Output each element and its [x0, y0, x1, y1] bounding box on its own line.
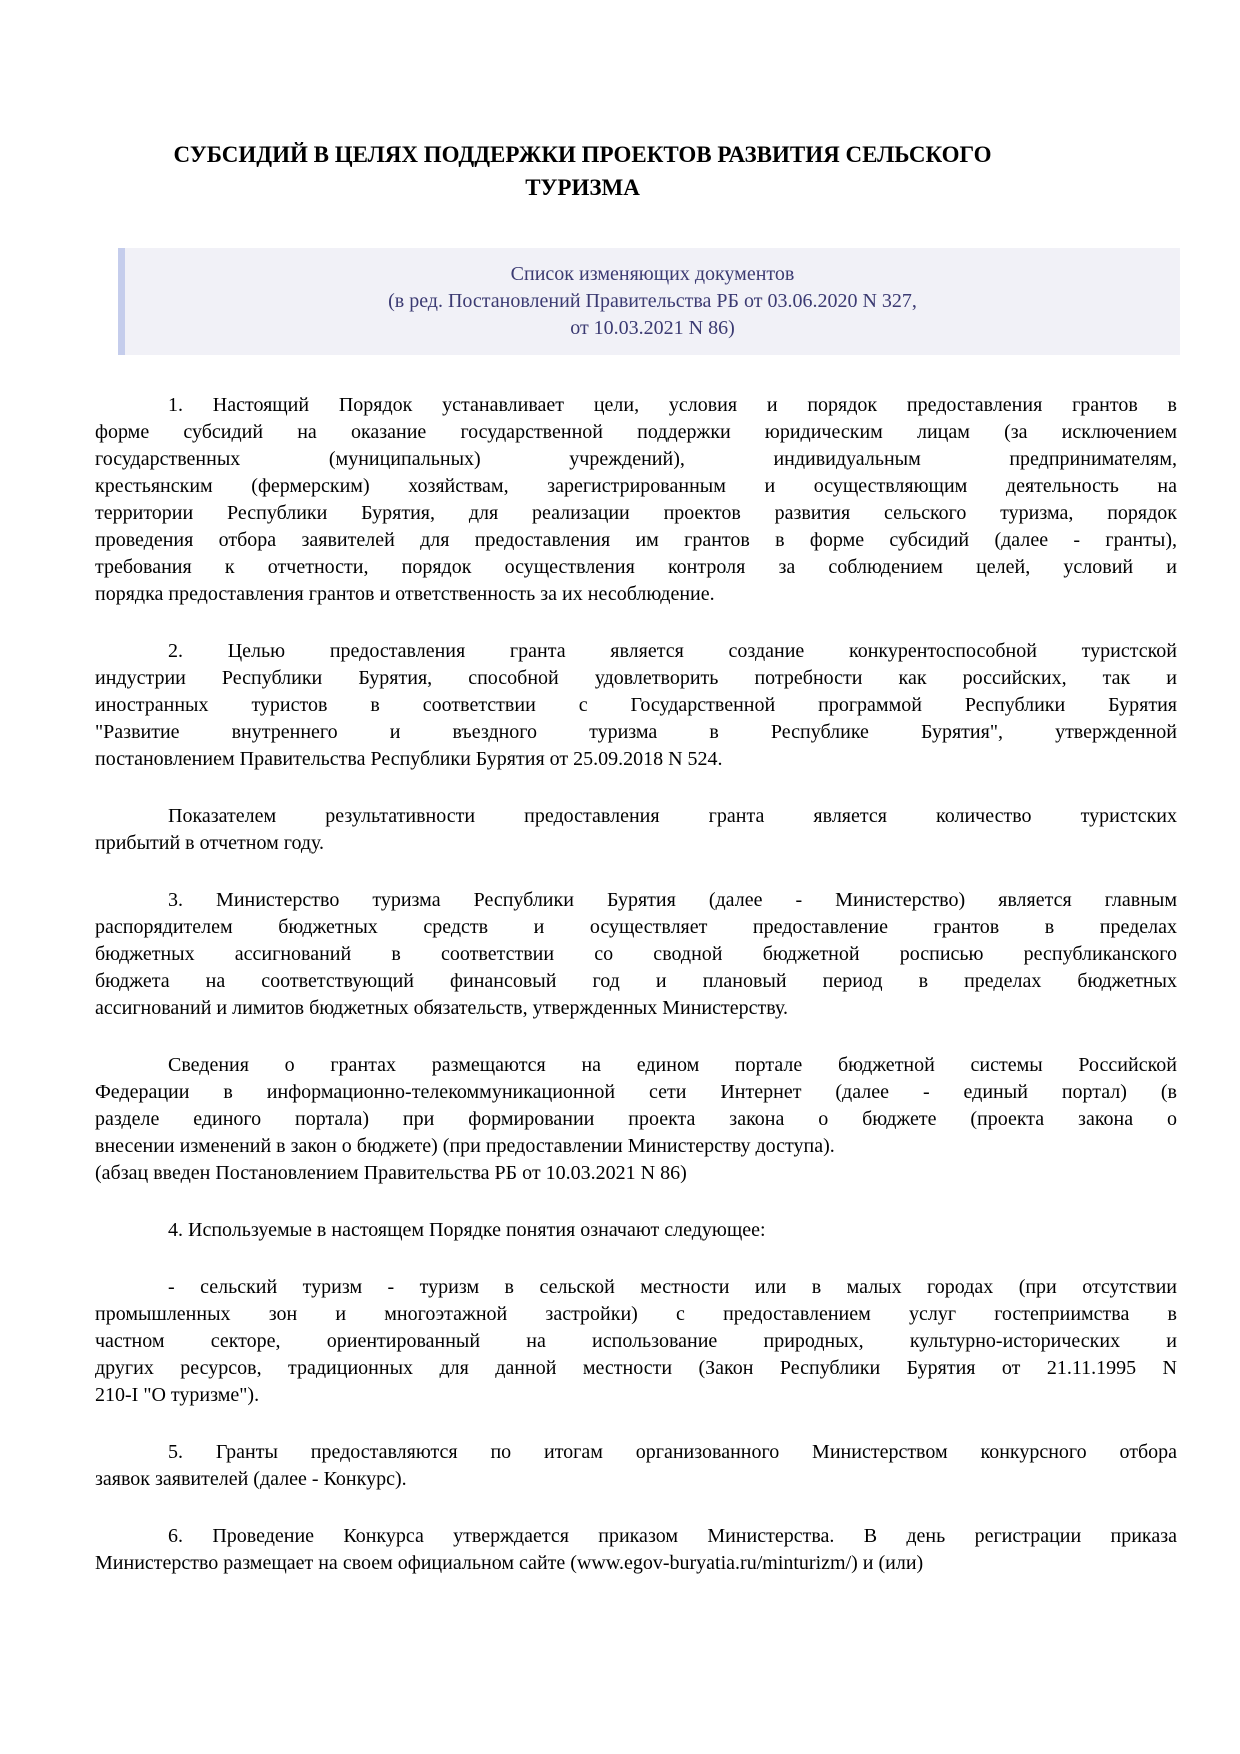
text-line: 2. Целью предоставления гранта является создание конкурентоспособной туристской	[168, 640, 1177, 662]
text-line: частном секторе, ориентированный на использование природных, культурно-исторических и	[95, 1330, 1177, 1352]
text-line: проведения отбора заявителей для предоставления им грантов в форме субсидий (далее - гранты),	[95, 529, 1177, 551]
paragraph	[95, 887, 1177, 1022]
amendments-line: Список изменяющих документов	[510, 263, 795, 285]
text-line: Сведения о грантах размещаются на едином портале бюджетной системы Российской	[168, 1054, 1177, 1076]
text-line: 1. Настоящий Порядок устанавливает цели, условия и порядок предоставления грантов в	[168, 394, 1177, 416]
text-line: государственных (муниципальных) учреждений), индивидуальным предпринимателям,	[95, 448, 1177, 470]
text-line: распорядителем бюджетных средств и осуществляет предоставление грантов в пределах	[95, 916, 1177, 938]
text-line: 6. Проведение Конкурса утверждается приказом Министерства. В день регистрации приказа	[168, 1525, 1177, 1547]
text-line: ассигнований и лимитов бюджетных обязательств, утвержденных Министерству.	[95, 997, 788, 1019]
paragraph	[95, 638, 1177, 773]
text-line: постановлением Правительства Республики Бурятия от 25.09.2018 N 524.	[95, 748, 723, 770]
paragraph	[95, 1274, 1177, 1409]
text-line: индустрии Республики Бурятия, способной удовлетворить потребности как российских, так и	[95, 667, 1177, 689]
text-line: бюджетных ассигнований в соответствии со сводной бюджетной росписью республиканского	[95, 943, 1177, 965]
text-line: 3. Министерство туризма Республики Бурятия (далее - Министерство) является главным	[168, 889, 1177, 911]
text-line: бюджета на соответствующий финансовый год и плановый период в пределах бюджетных	[95, 970, 1177, 992]
text-line: "Развитие внутреннего и въездного туризма в Республике Бурятия", утвержденной	[95, 721, 1177, 743]
text-line: 210-I "О туризме").	[95, 1384, 260, 1406]
amendments-line: (в ред. Постановлений Правительства РБ от 03.06.2020 N 327,	[388, 290, 917, 312]
text-line: крестьянским (фермерским) хозяйствам, зарегистрированным и осуществляющим деятельность на	[95, 475, 1177, 497]
text-line: - сельский туризм - туризм в сельской местности или в малых городах (при отсутствии	[168, 1276, 1177, 1298]
text-line: внесении изменений в закон о бюджете) (при предоставлении Министерству доступа).	[95, 1135, 835, 1157]
document-title	[0, 0, 1240, 204]
text-line: 5. Гранты предоставляются по итогам организованного Министерством конкурсного отбора	[168, 1441, 1177, 1463]
text-line: 4. Используемые в настоящем Порядке понятия означают следующее:	[168, 1219, 766, 1241]
paragraph	[95, 1523, 1177, 1577]
paragraph	[95, 1217, 1177, 1244]
text-line: Федерации в информационно-телекоммуникационной сети Интернет (далее - единый портал) (в	[95, 1081, 1177, 1103]
text-line: заявок заявителей (далее - Конкурс).	[95, 1468, 407, 1490]
text-line: форме субсидий на оказание государственной поддержки юридическим лицам (за исключением	[95, 421, 1177, 443]
text-line: территории Республики Бурятия, для реализации проектов развития сельского туризма, порядок	[95, 502, 1177, 524]
text-line: других ресурсов, традиционных для данной местности (Закон Республики Бурятия от 21.11.1995 N	[95, 1357, 1177, 1379]
paragraph	[95, 1160, 1177, 1187]
paragraph	[95, 1052, 1177, 1160]
text-line: требования к отчетности, порядок осуществления контроля за соблюдением целей, условий и	[95, 556, 1177, 578]
text-line: иностранных туристов в соответствии с Государственной программой Республики Бурятия	[95, 694, 1177, 716]
document-body	[95, 392, 1177, 1577]
text-line: Министерство размещает на своем официальном сайте (www.egov-buryatia.ru/minturizm/) и (или)	[95, 1552, 924, 1574]
paragraph	[95, 1439, 1177, 1493]
text-line: (абзац введен Постановлением Правительства РБ от 10.03.2021 N 86)	[95, 1162, 687, 1184]
amendments-box	[118, 248, 1180, 355]
title-line: СУБСИДИЙ В ЦЕЛЯХ ПОДДЕРЖКИ ПРОЕКТОВ РАЗВИТИЯ СЕЛЬСКОГО	[173, 142, 992, 167]
text-line: разделе единого портала) при формировании проекта закона о бюджете (проекта закона о	[95, 1108, 1177, 1130]
paragraph	[95, 803, 1177, 857]
amendments-line: от 10.03.2021 N 86)	[570, 317, 735, 339]
title-line: ТУРИЗМА	[525, 175, 640, 200]
text-line: порядка предоставления грантов и ответственность за их несоблюдение.	[95, 583, 715, 605]
text-line: промышленных зон и многоэтажной застройки) с предоставлением услуг гостеприимства в	[95, 1303, 1177, 1325]
text-line: Показателем результативности предоставления гранта является количество туристских	[168, 805, 1177, 827]
paragraph	[95, 392, 1177, 608]
text-line: прибытий в отчетном году.	[95, 832, 325, 854]
